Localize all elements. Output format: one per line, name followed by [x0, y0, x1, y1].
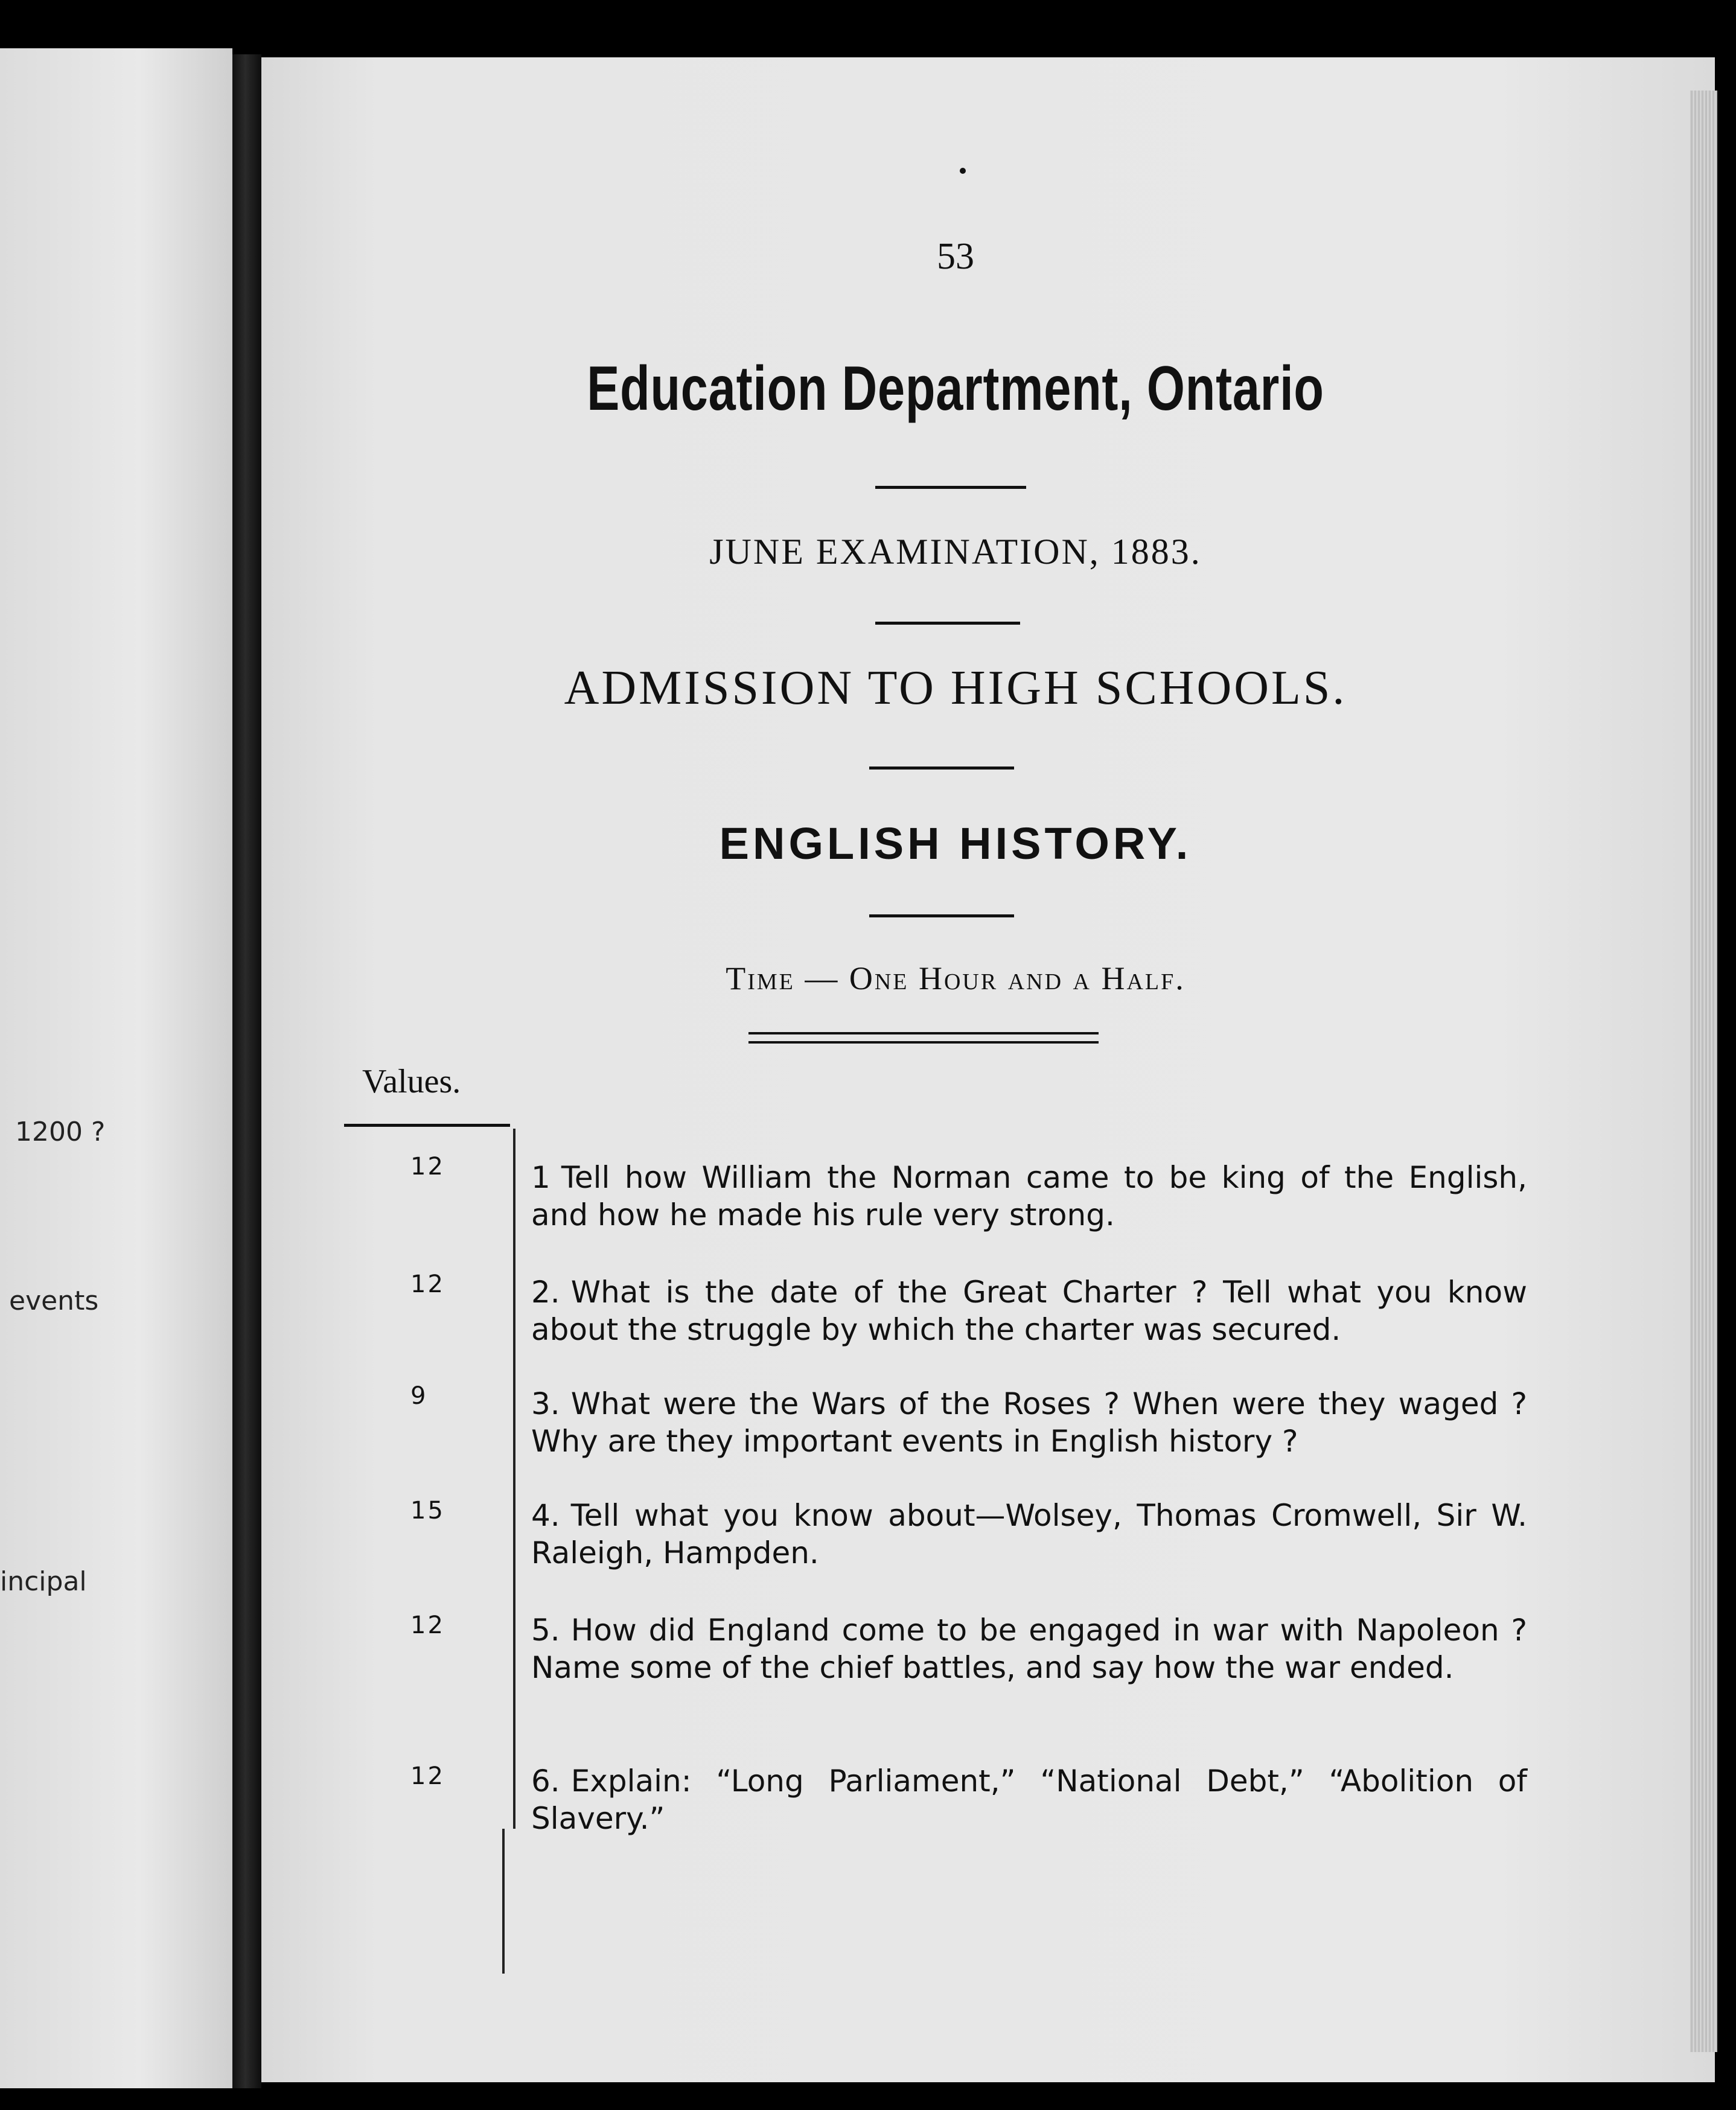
values-column-line	[513, 1129, 515, 1829]
question-value: 12	[410, 1611, 445, 1639]
question-value: 12	[410, 1270, 445, 1298]
question-number: 3.	[531, 1386, 560, 1421]
values-header: Values.	[362, 1063, 461, 1100]
question-body: What were the Wars of the Roses ? When were they waged ? Why are they important events in English history ?	[531, 1386, 1527, 1459]
question-number: 4.	[531, 1498, 560, 1533]
divider-rule	[869, 767, 1014, 770]
time-allowed: Time — One Hour and a Half.	[726, 960, 1186, 996]
divider-rule	[869, 914, 1014, 917]
question-body: Explain: “Long Parliament,” “National Debt,” “Abolition of Slavery.”	[531, 1764, 1527, 1836]
question-text	[531, 1159, 1527, 1234]
question-text	[531, 1497, 1527, 1572]
book-spine	[232, 54, 261, 2088]
question-text	[531, 1611, 1527, 1686]
double-rule	[748, 1032, 1099, 1034]
question-number: 1	[531, 1160, 550, 1195]
double-rule	[748, 1041, 1099, 1044]
values-column-line	[502, 1829, 505, 1974]
page-edge	[1690, 91, 1717, 2052]
question-body: How did England come to be engaged in war with Napoleon ? Name some of the chief battles, and say how the war ended.	[531, 1613, 1527, 1685]
admission-heading: ADMISSION TO HIGH SCHOOLS.	[564, 661, 1347, 715]
question-text	[531, 1762, 1527, 1837]
left-page-fragment: incipal	[0, 1566, 87, 1597]
question-number: 6.	[531, 1764, 560, 1799]
question-body: What is the date of the Great Charter ? Tell what you know about the struggle by which the charter was secured.	[531, 1275, 1527, 1347]
left-page	[0, 48, 232, 2088]
question-body: Tell what you know about—Wolsey, Thomas Cromwell, Sir W. Raleigh, Hampden.	[531, 1498, 1527, 1570]
question-text	[531, 1385, 1527, 1460]
question-number: 5.	[531, 1613, 560, 1648]
left-page-fragment: 1200 ?	[15, 1117, 106, 1147]
page-number: 53	[937, 236, 974, 277]
left-page-fragment: events	[9, 1286, 99, 1316]
question-value: 12	[410, 1762, 445, 1790]
question-value: 15	[410, 1497, 445, 1525]
question-value: 9	[410, 1382, 428, 1410]
department-title: Education Department, Ontario	[587, 354, 1324, 424]
ink-speck	[960, 168, 966, 174]
subject-heading: ENGLISH HISTORY.	[719, 818, 1192, 869]
values-rule	[344, 1124, 510, 1127]
question-body: Tell how William the Norman came to be king of the English, and how he made his rule very strong.	[531, 1160, 1527, 1232]
examination-line: JUNE EXAMINATION, 1883.	[709, 532, 1202, 572]
question-text	[531, 1273, 1527, 1348]
divider-rule	[875, 486, 1026, 489]
divider-rule	[875, 622, 1020, 625]
question-value: 12	[410, 1153, 445, 1181]
question-number: 2.	[531, 1275, 560, 1310]
